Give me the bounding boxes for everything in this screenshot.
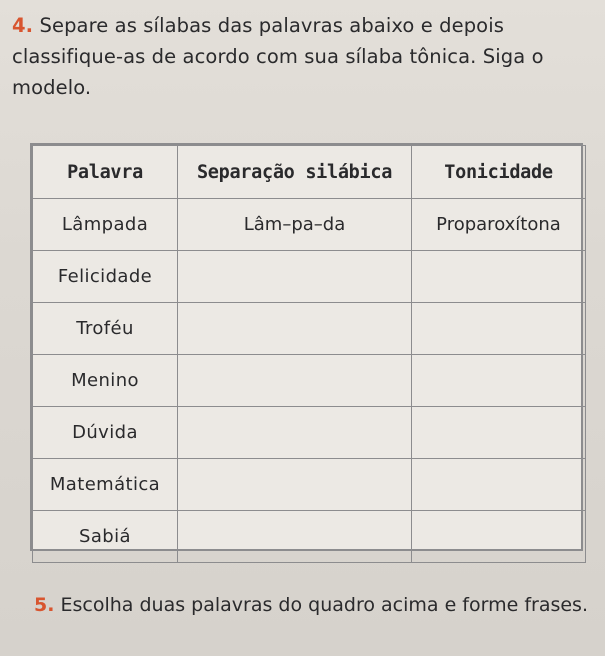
cell-palavra: Troféu — [33, 303, 178, 355]
question-5 — [34, 588, 594, 622]
cell-separacao[interactable] — [178, 459, 412, 511]
cell-palavra: Sabiá — [33, 511, 178, 563]
cell-palavra: Menino — [33, 355, 178, 407]
cell-tonicidade[interactable] — [412, 355, 586, 407]
cell-tonicidade[interactable] — [412, 407, 586, 459]
cell-separacao[interactable] — [178, 303, 412, 355]
table-row — [33, 407, 586, 459]
table-row — [33, 355, 586, 407]
cell-tonicidade[interactable] — [412, 251, 586, 303]
syllable-table — [32, 145, 586, 563]
question-5-text: Escolha duas palavras do quadro acima e forme frases. — [60, 594, 589, 616]
header-separacao: Separação silábica — [178, 146, 412, 199]
cell-separacao[interactable] — [178, 251, 412, 303]
question-5-number: 5. — [34, 594, 55, 616]
table-row — [33, 511, 586, 563]
cell-tonicidade[interactable] — [412, 459, 586, 511]
table-row — [33, 303, 586, 355]
table-header-row — [33, 146, 586, 199]
table-row — [33, 199, 586, 251]
table-row — [33, 459, 586, 511]
cell-tonicidade[interactable]: Proparoxítona — [412, 199, 586, 251]
cell-separacao[interactable] — [178, 511, 412, 563]
cell-separacao[interactable] — [178, 355, 412, 407]
cell-palavra: Lâmpada — [33, 199, 178, 251]
question-4-number: 4. — [12, 14, 34, 37]
cell-tonicidade[interactable] — [412, 303, 586, 355]
header-tonicidade: Tonicidade — [412, 146, 586, 199]
header-palavra: Palavra — [33, 146, 178, 199]
cell-palavra: Dúvida — [33, 407, 178, 459]
cell-separacao[interactable] — [178, 407, 412, 459]
question-4-text: Separe as sílabas das palavras abaixo e depois classifique-as de acordo com sua sílaba tônica. Siga o modelo. — [12, 14, 544, 99]
question-4 — [12, 10, 597, 103]
cell-palavra: Matemática — [33, 459, 178, 511]
cell-tonicidade[interactable] — [412, 511, 586, 563]
cell-separacao[interactable]: Lâm–pa–da — [178, 199, 412, 251]
syllable-table-container — [30, 143, 583, 551]
cell-palavra: Felicidade — [33, 251, 178, 303]
table-row — [33, 251, 586, 303]
